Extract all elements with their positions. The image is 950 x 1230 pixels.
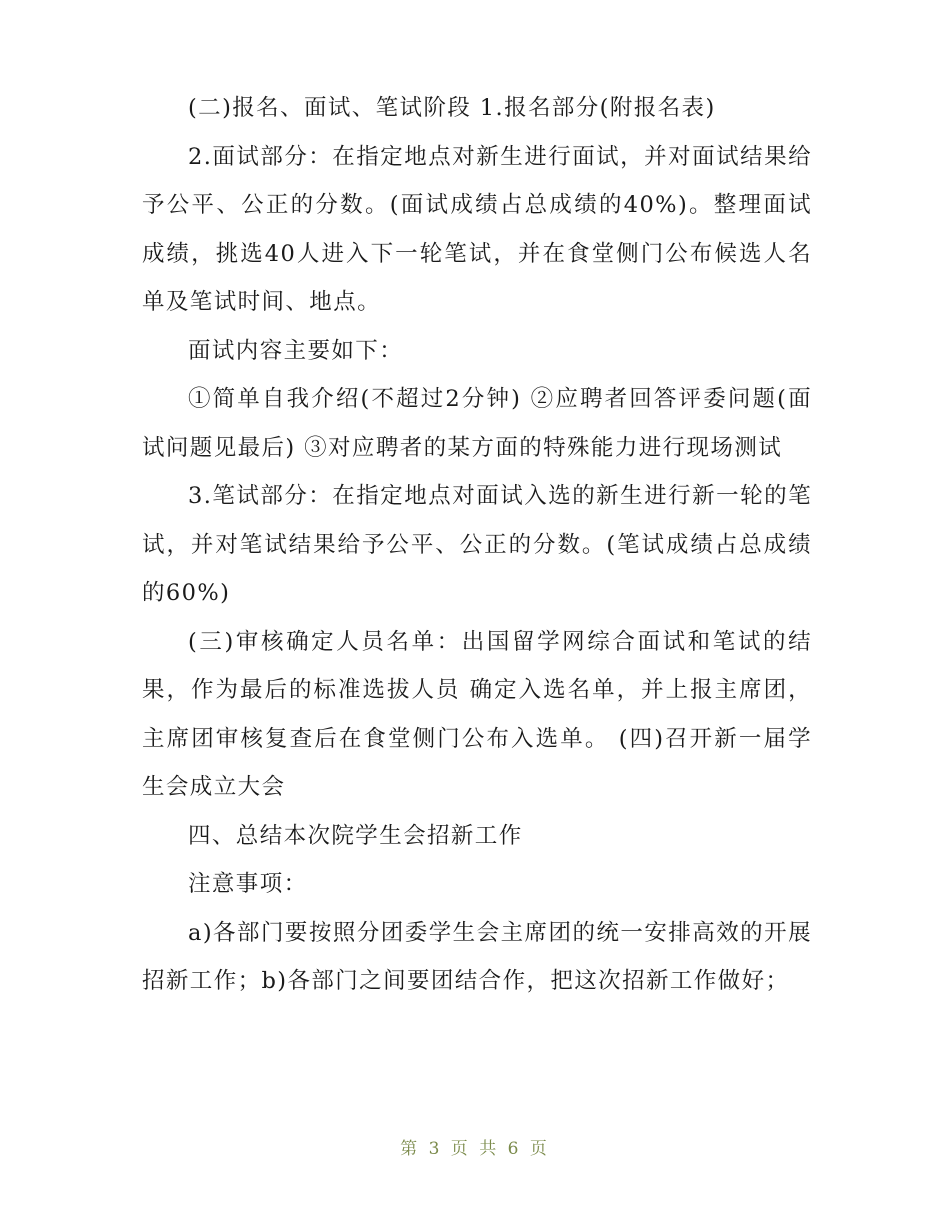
paragraph-notes-items: a)各部门要按照分团委学生会主席团的统一安排高效的开展招新工作；b)各部门之间要团结合作，把这次招新工作做好； <box>142 919 812 994</box>
document-body <box>142 84 812 1006</box>
paragraph-written-test-part: 3.笔试部分：在指定地点对面试入选的新生进行新一轮的笔试，并对笔试结果给予公平、公正的分数。(笔试成绩占总成绩的60%) <box>142 483 812 606</box>
paragraph-interview-items: ①简单自我介绍(不超过2分钟) ②应聘者回答评委问题(面试问题见最后) ③对应聘者的某方面的特殊能力进行现场测试 <box>142 386 812 461</box>
paragraph-review-confirm: (三)审核确定人员名单：出国留学网综合面试和笔试的结果，作为最后的标准选拔人员 确定入选名单，并上报主席团，主席团审核复查后在食堂侧门公布入选单。 (四)召开新一届学生会成立大会 <box>142 628 812 800</box>
paragraph-interview-part: 2.面试部分：在指定地点对新生进行面试，并对面试结果给予公平、公正的分数。(面试成绩占总成绩的40%)。整理面试成绩，挑选40人进入下一轮笔试，并在食堂侧门公布候选人名单及笔试时间、地点。 <box>142 143 812 315</box>
paragraph-interview-content-heading: 面试内容主要如下： <box>188 337 404 364</box>
page-number-footer: 第 3 页 共 6 页 <box>400 1139 550 1159</box>
paragraph-registration-stage: (二)报名、面试、笔试阶段 1.报名部分(附报名表) <box>188 95 716 121</box>
paragraph-summary-heading: 四、总结本次院学生会招新工作 <box>188 822 523 849</box>
paragraph-notes-heading: 注意事项： <box>188 871 308 897</box>
